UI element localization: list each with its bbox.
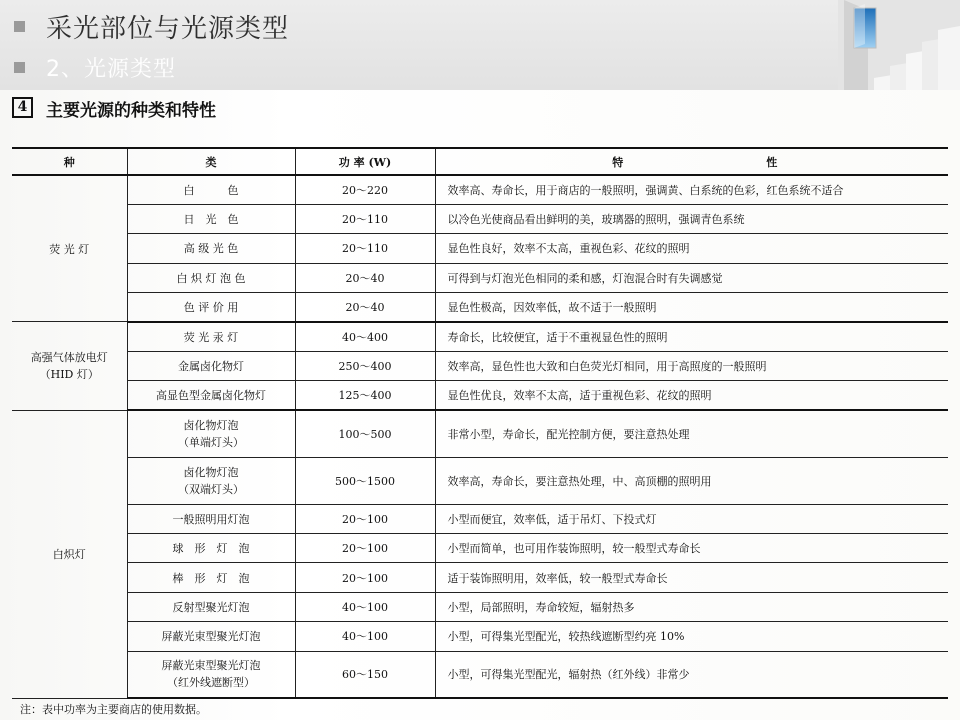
feature-cell: 非常小型，寿命长，配光控制方便，要注意热处理 (435, 410, 948, 457)
section-title: 主要光源的种类和特性 (46, 101, 216, 121)
feature-cell: 效率高，显色性也大致和白色荧光灯相同，用于高照度的一般照明 (435, 351, 948, 380)
power-cell: 40～400 (295, 322, 435, 351)
type-cell (127, 651, 295, 698)
power-cell: 20～100 (295, 563, 435, 592)
header-kind: 种 (12, 148, 127, 175)
table-row (12, 592, 948, 621)
table-row (12, 457, 948, 504)
type-cell: 屏蔽光束型聚光灯泡 (127, 622, 295, 651)
subtitle-bullet-icon (14, 62, 25, 73)
feature-cell: 效率高、寿命长，用于商店的一般照明，强调黄、白系统的色彩，红色系统不适合 (435, 175, 948, 204)
feature-cell: 适于装饰照明用，效率低，较一般型式寿命长 (435, 563, 948, 592)
kind-hid-abbrev: （HID 灯） (39, 368, 99, 382)
power-cell: 125～400 (295, 381, 435, 410)
power-cell: 20～100 (295, 504, 435, 533)
power-cell: 20～40 (295, 293, 435, 322)
table-footnote: 注：表中功率为主要商店的使用数据。 (20, 703, 207, 716)
table-row (12, 504, 948, 533)
table-row (12, 381, 948, 410)
title-bullet-icon (14, 21, 25, 32)
type-name: 屏蔽光束型聚光灯泡 (161, 659, 261, 673)
power-cell: 40～100 (295, 592, 435, 621)
kind-hid-name: 高强气体放电灯 (30, 351, 108, 365)
feature-cell: 显色性良好，效率不太高，重视色彩、花纹的照明 (435, 234, 948, 263)
table-row (12, 293, 948, 322)
feature-cell: 小型，局部照明，寿命较短，辐射热多 (435, 592, 948, 621)
type-name: 卤化物灯泡 (183, 465, 239, 479)
table-row (12, 175, 948, 204)
type-cell: 色 评 价 用 (127, 293, 295, 322)
header-feature: 特 性 (435, 148, 948, 175)
table-row (12, 534, 948, 563)
feature-cell: 小型，可得集光型配光，较热线遮断型约亮 10% (435, 622, 948, 651)
type-cell: 反射型聚光灯泡 (127, 592, 295, 621)
type-cell: 荧 光 汞 灯 (127, 322, 295, 351)
table-header-row (12, 148, 948, 175)
feature-cell: 可得到与灯泡光色相同的柔和感，灯泡混合时有失调感觉 (435, 263, 948, 292)
power-cell: 20～110 (295, 234, 435, 263)
type-cell: 白 炽 灯 泡 色 (127, 263, 295, 292)
feature-cell: 小型，可得集光型配光，辐射热（红外线）非常少 (435, 651, 948, 698)
power-cell: 60～150 (295, 651, 435, 698)
table-row (12, 234, 948, 263)
power-cell: 20～40 (295, 263, 435, 292)
type-cell: 金属卤化物灯 (127, 351, 295, 380)
type-name: 卤化物灯泡 (183, 418, 239, 432)
doorway-stairs-icon (838, 0, 960, 90)
table-row (12, 204, 948, 233)
type-cell: 高显色型金属卤化物灯 (127, 381, 295, 410)
table-row (12, 622, 948, 651)
feature-cell: 寿命长，比较便宜，适于不重视显色性的照明 (435, 322, 948, 351)
power-cell: 20～100 (295, 534, 435, 563)
feature-cell: 小型而简单，也可用作装饰照明，较一般型式寿命长 (435, 534, 948, 563)
type-cell: 棒 形 灯 泡 (127, 563, 295, 592)
scanned-page (0, 90, 960, 720)
light-source-table (12, 147, 948, 699)
power-cell: 100～500 (295, 410, 435, 457)
slide-subtitle: 2、光源类型 (46, 57, 176, 82)
type-cell: 高 级 光 色 (127, 234, 295, 263)
feature-cell: 显色性优良，效率不太高，适于重视色彩、花纹的照明 (435, 381, 948, 410)
kind-incandescent: 白炽灯 (12, 410, 127, 698)
section-number: 4 (12, 97, 33, 118)
header-type: 类 (127, 148, 295, 175)
slide-title: 采光部位与光源类型 (46, 14, 290, 44)
table-row (12, 410, 948, 457)
power-cell: 500～1500 (295, 457, 435, 504)
power-cell: 250～400 (295, 351, 435, 380)
type-cell (127, 457, 295, 504)
kind-hid (12, 322, 127, 410)
feature-cell: 显色性极高，因效率低，故不适于一般照明 (435, 293, 948, 322)
type-note: （单端灯头） (178, 435, 244, 449)
type-note: （双端灯头） (178, 482, 244, 496)
header-power: 功 率 (W) (295, 148, 435, 175)
feature-cell: 以冷色光使商品看出鲜明的美，玻璃器的照明，强调青色系统 (435, 204, 948, 233)
feature-cell: 小型而便宜，效率低，适于吊灯、下投式灯 (435, 504, 948, 533)
table-row (12, 322, 948, 351)
power-cell: 20～220 (295, 175, 435, 204)
table-row (12, 351, 948, 380)
table-row (12, 263, 948, 292)
type-cell: 球 形 灯 泡 (127, 534, 295, 563)
table-row (12, 563, 948, 592)
feature-cell: 效率高，寿命长，要注意热处理，中、高顶棚的照明用 (435, 457, 948, 504)
power-cell: 40～100 (295, 622, 435, 651)
table-row (12, 651, 948, 698)
type-cell: 日 光 色 (127, 204, 295, 233)
type-cell: 一般照明用灯泡 (127, 504, 295, 533)
kind-fluorescent: 荧 光 灯 (12, 175, 127, 322)
type-cell (127, 410, 295, 457)
type-note: （红外线遮断型） (167, 676, 255, 690)
power-cell: 20～110 (295, 204, 435, 233)
type-cell: 白 色 (127, 175, 295, 204)
slide-header (0, 0, 960, 90)
